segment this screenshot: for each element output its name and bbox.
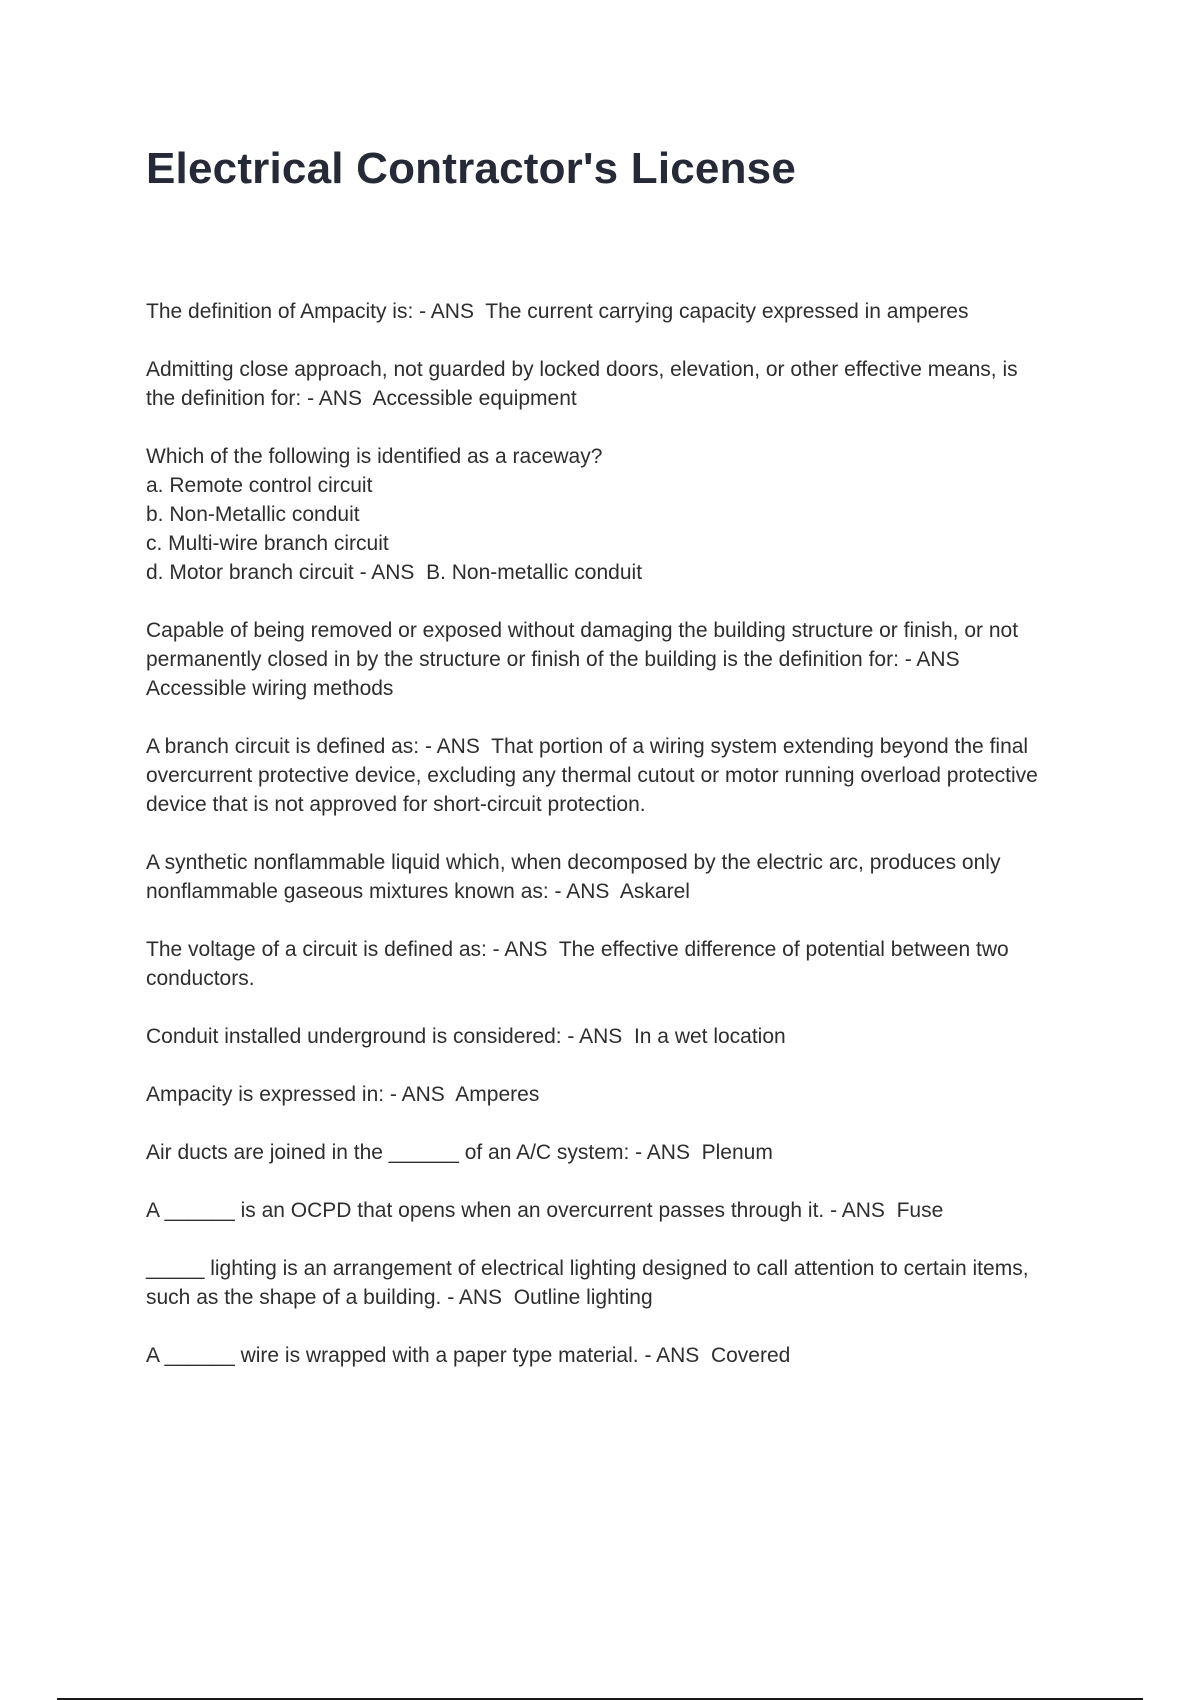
qa-item — [146, 616, 1106, 703]
qa-item — [146, 355, 1106, 413]
qa-list — [146, 297, 1106, 1399]
qa-option: a. Remote control circuit — [146, 474, 373, 497]
qa-option: c. Multi-wire branch circuit — [146, 532, 389, 555]
qa-line: A ______ is an OCPD that opens when an overcurrent passes through it. - ANS Fuse — [146, 1199, 944, 1222]
qa-item — [146, 1138, 1106, 1167]
qa-item — [146, 442, 1106, 587]
qa-line: The voltage of a circuit is defined as: - ANS The effective difference of potential between two — [146, 938, 1009, 961]
qa-line: permanently closed in by the structure or finish of the building is the definition for: - ANS — [146, 648, 960, 671]
qa-item — [146, 1080, 1106, 1109]
qa-line: Ampacity is expressed in: - ANS Amperes — [146, 1083, 540, 1106]
qa-item — [146, 1196, 1106, 1225]
qa-line: device that is not approved for short-circuit protection. — [146, 793, 646, 816]
qa-line: Conduit installed underground is considered: - ANS In a wet location — [146, 1025, 786, 1048]
qa-item — [146, 732, 1106, 819]
qa-line: Air ducts are joined in the ______ of an A/C system: - ANS Plenum — [146, 1141, 773, 1164]
qa-item — [146, 848, 1106, 906]
qa-item — [146, 1022, 1106, 1051]
qa-line: overcurrent protective device, excluding any thermal cutout or motor running overload protective — [146, 764, 1038, 787]
qa-line: the definition for: - ANS Accessible equipment — [146, 387, 577, 410]
qa-option: b. Non-Metallic conduit — [146, 503, 360, 526]
qa-line: A ______ wire is wrapped with a paper type material. - ANS Covered — [146, 1344, 791, 1367]
qa-line: such as the shape of a building. - ANS Outline lighting — [146, 1286, 653, 1309]
page-title: Electrical Contractor's License — [146, 144, 797, 193]
qa-line: Which of the following is identified as a raceway? — [146, 445, 603, 468]
qa-line: conductors. — [146, 967, 255, 990]
qa-line: Capable of being removed or exposed without damaging the building structure or finish, or not — [146, 619, 1019, 642]
qa-item — [146, 297, 1106, 326]
qa-line: Accessible wiring methods — [146, 677, 394, 700]
qa-line: _____ lighting is an arrangement of electrical lighting designed to call attention to certain items, — [146, 1257, 1029, 1280]
qa-item — [146, 1341, 1106, 1370]
qa-line: A synthetic nonflammable liquid which, when decomposed by the electric arc, produces only — [146, 851, 1001, 874]
qa-line: A branch circuit is defined as: - ANS That portion of a wiring system extending beyond the final — [146, 735, 1029, 758]
qa-item — [146, 1254, 1106, 1312]
qa-line: The definition of Ampacity is: - ANS The current carrying capacity expressed in amperes — [146, 300, 969, 323]
qa-item — [146, 935, 1106, 993]
qa-line: nonflammable gaseous mixtures known as: - ANS Askarel — [146, 880, 690, 903]
qa-option: d. Motor branch circuit - ANS B. Non-metallic conduit — [146, 561, 643, 584]
qa-line: Admitting close approach, not guarded by locked doors, elevation, or other effective means, is — [146, 358, 1018, 381]
